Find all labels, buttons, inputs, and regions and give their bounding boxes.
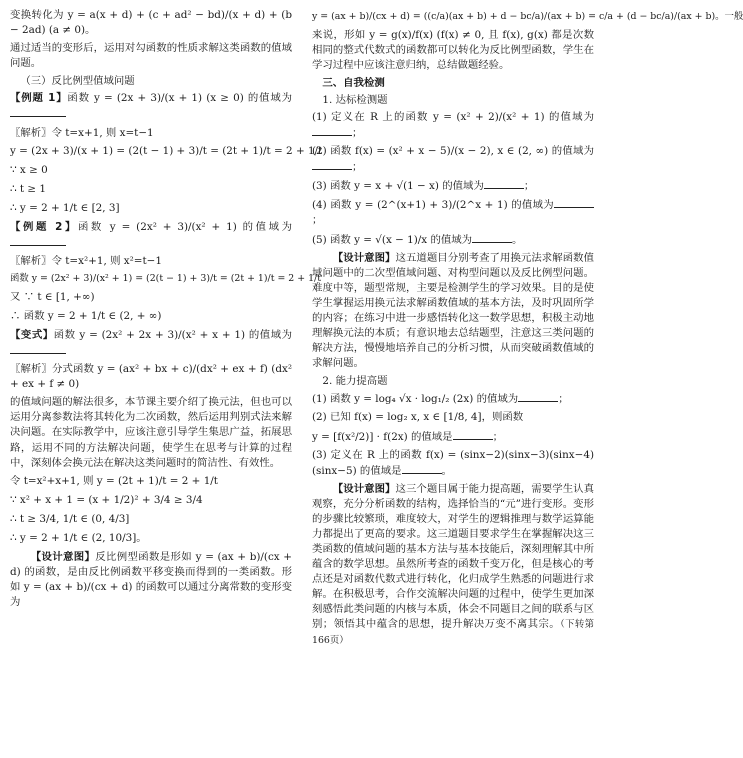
subsection-heading: 1. 达标检测题 [322, 93, 388, 106]
problem-text: y = [f(x²/2)] · f(2x) 的值域是 [312, 430, 453, 443]
right-column [312, 8, 743, 651]
section-heading: 三、自我检测 [322, 76, 385, 89]
method-paragraph: 的值域问题的解法很多，本节课主要介绍了换元法，但也可以运用分离参数法将其转化为二次函数，然后运用判别式法来解决问题。在实际教学中，应该注意引导学生集思广益，拓展思路，运用不同的方法解决问题，使学生在思考与计算的过程中，深刻体会换元法在解决这类问题时的简洁性、有效性。 [10, 396, 292, 469]
variant-text: 函数 y = (2x² + 2x + 3)/(x² + x + 1) 的值域为 [53, 328, 293, 341]
question-3: (3) 函数 y = x + √(1 − x) 的值域为 ； [312, 180, 535, 193]
equation: 令 t=x²+x+1, 则 y = (2t + 1)/t = 2 + 1/t [10, 474, 218, 487]
subsection-heading: 2. 能力提高题 [322, 375, 388, 388]
question-text: (1) 定义在 R 上的函数 y = (x² + 2)/(x² + 1) 的值域为 [312, 111, 594, 124]
solution-text: 令 t=x²+1, 则 x²=t−1 [51, 255, 163, 268]
left-column [10, 8, 323, 613]
answer-blank [10, 235, 66, 246]
variant-title: 【变式】 [10, 328, 54, 341]
answer-blank [402, 463, 442, 474]
intro-formula: 变换转化为 y = a(x + d) + (c + ad² − bd)/(x + d) + (b − 2ad) (a ≠ 0)。 [10, 9, 292, 37]
intro-text: 通过适当的变形后，运用对勾函数的性质求解这类函数的值域问题。 [10, 42, 292, 70]
problem-2-continued: y = [f(x²/2)] · f(2x) 的值域是 ； [312, 430, 503, 443]
solution-label: 〖解析〗 [10, 126, 52, 139]
answer-blank [554, 197, 594, 208]
example-1-title: 【例题 1】 [10, 92, 68, 105]
solution-text: 令 t=x+1, 则 x=t−1 [51, 126, 154, 139]
design-intent-label: 【设计意图】 [30, 550, 96, 563]
problem-text: (1) 函数 y = log₄ √x · log₁/₂ (2x) 的值域为 [312, 393, 519, 406]
answer-blank [10, 343, 66, 354]
example-1-solution [10, 126, 292, 141]
question-2: (2) 函数 f(x) = (x² + x − 5)/(x − 2), x ∈ (2, ∞) 的值域为； [312, 145, 594, 174]
answer-blank [472, 232, 512, 243]
design-intent-text: 反比例型函数是形如 y = (ax + b)/(cx + d) 的函数，是由反比例函数平移变换而得到的一类函数。形如 y = (ax + b)/(cx + d) 的函数可以通过分离常数的变形变为 [10, 550, 292, 609]
example-2 [10, 220, 292, 251]
equation: ∴ t ≥ 3/4, 1/t ∈ (0, 4/3] [10, 512, 130, 525]
example-1-text: 函数 y = (2x + 3)/(x + 1) (x ≥ 0) 的值域为 [67, 92, 292, 105]
design-intent-text: 这五道题目分别考查了用换元法求解函数值域问题中的二次型值域问题、对构型问题以及反比例型问题。难度中等，题型常规，主要是检测学生的学习效果。目的是使学生掌握运用换元法求解函数值域的基本方法，及时巩固所学的内容；在练习中进一步感悟转化这一数学思想，积极主动地理解换元法的本质；有意识地去总结题型，注意这三类问题的解决方法，慢慢地培养自己的分析习惯，从而突破函数值域的求解问题。 [312, 251, 594, 370]
equation: y = (ax + b)/(cx + d) = ((c/a)(ax + b) + d − bc/a)/(ax + b) = c/a + (d − bc/a)/(ax + b)。一般 [312, 11, 743, 22]
equation: ∵ x ≥ 0 [10, 163, 48, 176]
answer-blank [518, 391, 558, 402]
question-text: (5) 函数 y = √(x − 1)/x 的值域为 [312, 233, 473, 246]
equation: ∴ t ≥ 1 [10, 182, 47, 195]
variant-solution [10, 362, 292, 392]
question-text: (4) 函数 y = (2^(x+1) + 3)/(2^x + 1) 的值域为 [312, 199, 554, 212]
equation: 又 ∵ t ∈ [1, +∞) [10, 290, 95, 303]
solution-label: 〖解析〗 [10, 255, 52, 268]
continued-page-reference: （下转第166页） [312, 619, 594, 646]
equation: y = (2x + 3)/(x + 1) = (2(t − 1) + 3)/t = (2t + 1)/t = 2 + 1/t [10, 144, 323, 157]
answer-blank [10, 106, 66, 117]
example-2-text: 函数 y = (2x² + 3)/(x² + 1) 的值域为 [77, 220, 292, 233]
example-2-title: 【例题 2】 [10, 220, 78, 233]
equation: ∴ y = 2 + 1/t ∈ [2, 3] [10, 201, 120, 214]
continuation-paragraph: 来说，形如 y = g(x)/f(x) (f(x) ≠ 0, 且 f(x), g(x) 都是次数相同的整式代数式的函数都可以转化为反比例型函数，学生在学习过程中应该注意归纳，总结做题经验。 [312, 28, 594, 71]
question-5: (5) 函数 y = √(x − 1)/x 的值域为 。 [312, 233, 523, 246]
question-text: (3) 函数 y = x + √(1 − x) 的值域为 [312, 180, 484, 193]
answer-blank [312, 125, 352, 136]
problem-2: (2) 已知 f(x) = log₂ x, x ∈ [1/8, 4]，则函数 [312, 411, 524, 424]
solution-text: 分式函数 y = (ax² + bx + c)/(dx² + ex + f) (dx² + ex + f ≠ 0) [10, 363, 292, 391]
example-2-solution [10, 254, 292, 269]
question-text: (2) 函数 f(x) = (x² + x − 5)/(x − 2), x ∈ (2, ∞) 的值域为 [312, 145, 594, 158]
question-4: (4) 函数 y = (2^(x+1) + 3)/(2^x + 1) 的值域为； [312, 197, 594, 228]
design-intent-label: 【设计意图】 [332, 251, 396, 264]
problem-text: (3) 定义在 R 上的函数 f(x) = (sinx−2)(sinx−3)(sinx−4)(sinx−5) 的值域是 [312, 448, 594, 477]
example-1 [10, 91, 292, 122]
answer-blank [312, 159, 352, 170]
answer-blank [453, 429, 493, 440]
section-heading: （三）反比例型值域问题 [20, 75, 135, 88]
equation: ∴ 函数 y = 2 + 1/t ∈ (2, + ∞) [10, 309, 162, 322]
equation: ∴ y = 2 + 1/t ∈ (2, 10/3]。 [10, 531, 147, 544]
design-intent-paragraph [312, 251, 594, 372]
design-intent-label: 【设计意图】 [332, 482, 396, 495]
design-intent-paragraph [10, 550, 292, 610]
solution-label: 〖解析〗 [10, 363, 53, 376]
variant [10, 328, 292, 359]
equation: 函数 y = (2x² + 3)/(x² + 1) = (2(t − 1) + 3)/t = (2t + 1)/t = 2 + 1/t [10, 273, 321, 285]
problem-1: (1) 函数 y = log₄ √x · log₁/₂ (2x) 的值域为 ； [312, 393, 569, 406]
design-intent-paragraph [312, 482, 594, 648]
question-1: (1) 定义在 R 上的函数 y = (x² + 2)/(x² + 1) 的值域为； [312, 111, 594, 140]
design-intent-text: 这三个题目属于能力提高题，需要学生认真观察，充分分析函数的结构，选择恰当的“元”进行变形。变形的步骤比较繁琐，难度较大，对学生的逻辑推理与数学运算能力都提出了更高的要求。这三道题目要求学生在掌握解决这三类函数的值域问题的基本方法与基本技能后，深刻理解其中所蕴含的数学思想。虽然所考查的函数千变万化，但是核心的考点还是对函数代数式进行转化，化归成学生熟悉的问题进行求解。在积极思考，合作交流解决问题的过程中，使学生更加深刻感悟此类问题的内核与本质，体会不同题目之间的联系与区别；领悟其中蕴含的思想，提升解决万变不离其宗。 [312, 482, 594, 631]
problem-3: (3) 定义在 R 上的函数 f(x) = (sinx−2)(sinx−3)(sinx−4)(sinx−5) 的值域是 。 [312, 448, 594, 477]
equation: ∵ x² + x + 1 = (x + 1/2)² + 3/4 ≥ 3/4 [10, 493, 203, 506]
answer-blank [484, 178, 524, 189]
